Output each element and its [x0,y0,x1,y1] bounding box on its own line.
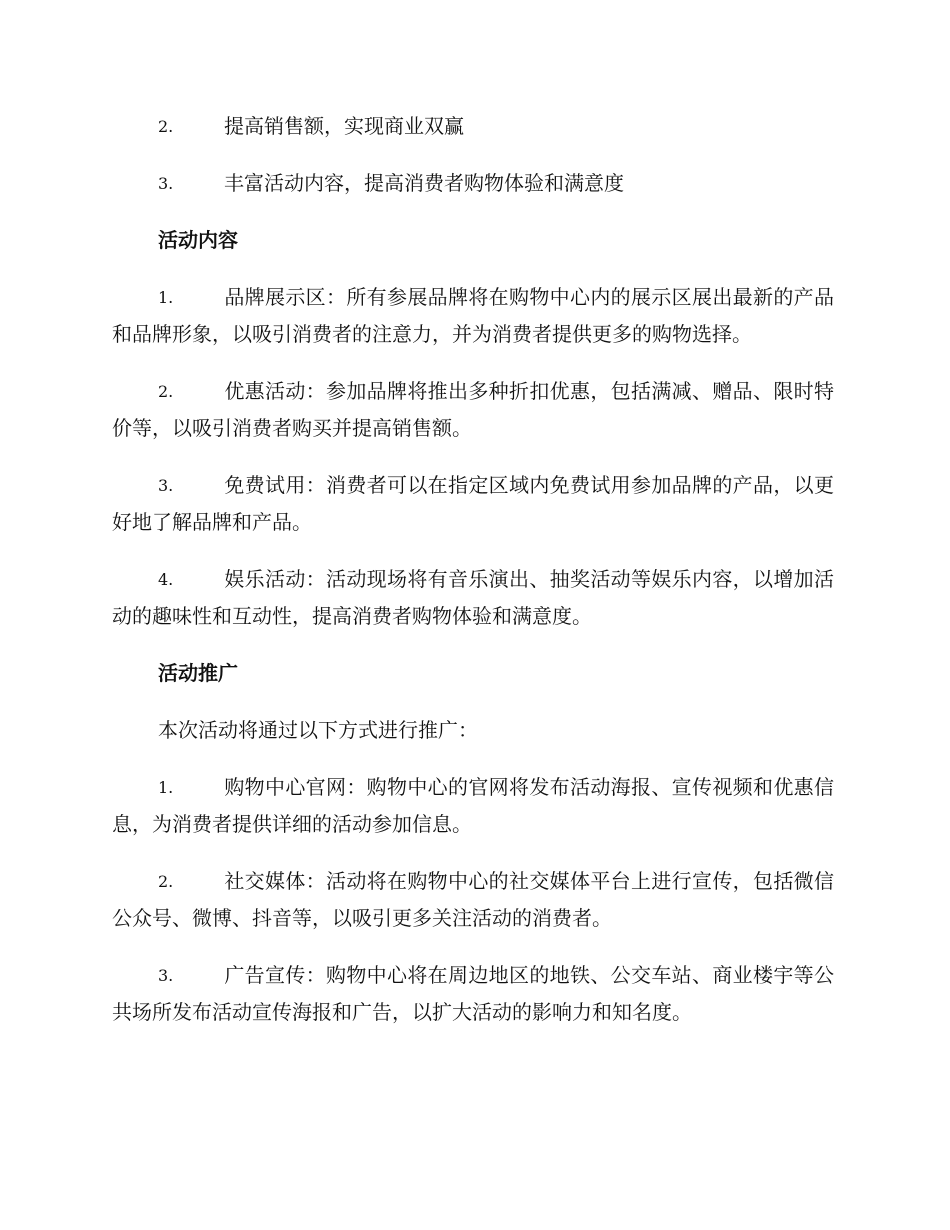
list-number: 1. [158,288,174,307]
goal-item-2 [112,108,834,145]
content-item-2 [112,373,834,447]
list-item-text: 提高销售额，实现商业双赢 [224,114,464,138]
promotion-item-2 [112,863,834,937]
promotion-item-3 [112,957,834,1031]
list-number: 2. [158,872,174,891]
section-heading-promotion: 活动推广 [158,661,238,685]
list-item-text: 品牌展示区：所有参展品牌将在购物中心内的展示区展出最新的产品和品牌形象，以吸引消费者的注意力，并为消费者提供更多的购物选择。 [112,285,834,346]
goal-item-3 [112,165,834,202]
list-number: 2. [158,117,174,136]
document-body [112,108,834,1051]
list-number: 3. [158,174,174,193]
section-heading-content: 活动内容 [158,228,238,252]
list-number: 2. [158,382,174,401]
promotion-intro: 本次活动将通过以下方式进行推广： [158,718,478,742]
list-item-text: 广告宣传：购物中心将在周边地区的地铁、公交车站、商业楼宇等公共场所发布活动宣传海报和广告，以扩大活动的影响力和知名度。 [112,963,834,1024]
list-item-text: 免费试用：消费者可以在指定区域内免费试用参加品牌的产品，以更好地了解品牌和产品。 [112,473,834,534]
list-item-text: 社交媒体：活动将在购物中心的社交媒体平台上进行宣传，包括微信公众号、微博、抖音等，以吸引更多关注活动的消费者。 [112,869,834,930]
list-number: 3. [158,966,174,985]
list-item-text: 丰富活动内容，提高消费者购物体验和满意度 [224,171,624,195]
list-number: 1. [158,778,174,797]
list-number: 3. [158,476,174,495]
list-item-text: 娱乐活动：活动现场将有音乐演出、抽奖活动等娱乐内容，以增加活动的趣味性和互动性，提高消费者购物体验和满意度。 [112,567,834,628]
list-item-text: 购物中心官网：购物中心的官网将发布活动海报、宣传视频和优惠信息，为消费者提供详细的活动参加信息。 [112,775,834,836]
list-number: 4. [158,570,174,589]
list-item-text: 优惠活动：参加品牌将推出多种折扣优惠，包括满减、赠品、限时特价等，以吸引消费者购买并提高销售额。 [112,379,834,440]
content-item-4 [112,561,834,635]
content-item-3 [112,467,834,541]
content-item-1 [112,279,834,353]
promotion-item-1 [112,769,834,843]
